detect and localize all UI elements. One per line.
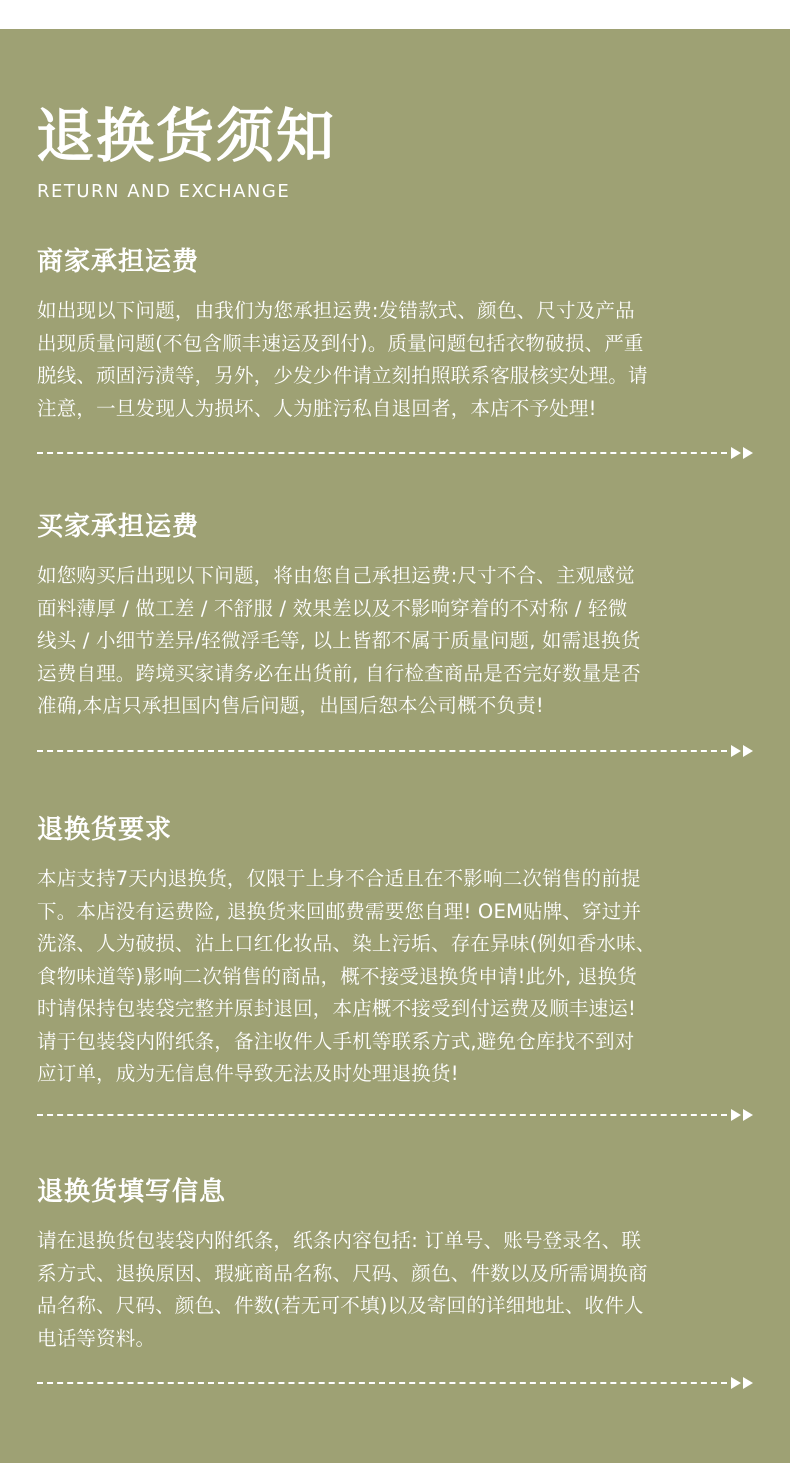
dashed-line [37,750,727,752]
arrow-icon [743,1377,753,1389]
section-body: 本店支持7天内退换货，仅限于上身不合适且在不影响二次销售的前提 下。本店没有运费险, 退换货来回邮费需要您自理! OEM贴牌、穿过并 洗涤、人为破损、沾上口红化妆品、染上污垢、存在异味(例如香水味、 食物味道等)影响二次销售的商品，概不接受退换货申请!此外, 退换货 时请保持包装袋完整并原封退回，本店概不接受到付运费及顺丰速运! 请于包装袋内附纸条，备注收件人手机等联系方式,避免仓库找不到对 应订单，成为无信息件导致无法及时处理退换货! [37,867,656,1085]
divider-arrow-line [37,447,757,459]
dashed-line [37,1114,727,1116]
arrow-icon [743,1109,753,1121]
divider-arrow-line [37,1109,757,1121]
arrow-icon [743,745,753,757]
arrow-icon [731,745,741,757]
section-body: 请在退换货包装袋内附纸条，纸条内容包括: 订单号、账号登录名、联 系方式、退换原因、瑕疵商品名称、尺码、颜色、件数以及所需调换商 品名称、尺码、颜色、件数(若无可不填)以及寄回的详细地址、收件人 电话等资料。 [37,1229,648,1350]
page-subtitle: RETURN AND EXCHANGE [37,181,291,202]
dashed-line [37,1382,727,1384]
section-heading: 商家承担运费 [37,247,200,277]
arrow-icon [743,447,753,459]
divider-arrow-line [37,1377,757,1389]
divider-arrow-line [37,745,757,757]
arrow-icon [731,447,741,459]
section-heading: 退换货要求 [37,815,173,845]
section-return-info [37,1175,757,1355]
section-body: 如出现以下问题，由我们为您承担运费:发错款式、颜色、尺寸及产品 出现质量问题(不包含顺丰速运及到付)。质量问题包括衣物破损、严重 脱线、顽固污渍等，另外，少发少件请立刻拍照联系客服核实处理。请 注意，一旦发现人为损坏、人为脏污私自退回者，本店不予处理! [37,299,648,420]
section-buyer-pays-shipping [37,510,757,723]
section-body: 如您购买后出现以下问题，将由您自己承担运费:尺寸不合、主观感觉 面料薄厚 / 做工差 / 不舒服 / 效果差以及不影响穿着的不对称 / 轻微 线头 / 小细节差异/轻微浮毛等, 以上皆都不属于质量问题, 如需退换货 运费自理。跨境买家请务必在出货前, 自行检查商品是否完好数量是否 准确,本店只承担国内售后问题，出国后恕本公司概不负责! [37,564,641,717]
arrow-icon [731,1109,741,1121]
section-return-requirements [37,813,757,1091]
page-title: 退换货须知 [36,102,337,170]
arrow-icon [731,1377,741,1389]
section-seller-pays-shipping [37,245,757,425]
dashed-line [37,452,727,454]
page-background [0,29,790,1463]
section-heading: 退换货填写信息 [37,1177,227,1207]
section-heading: 买家承担运费 [37,512,200,542]
